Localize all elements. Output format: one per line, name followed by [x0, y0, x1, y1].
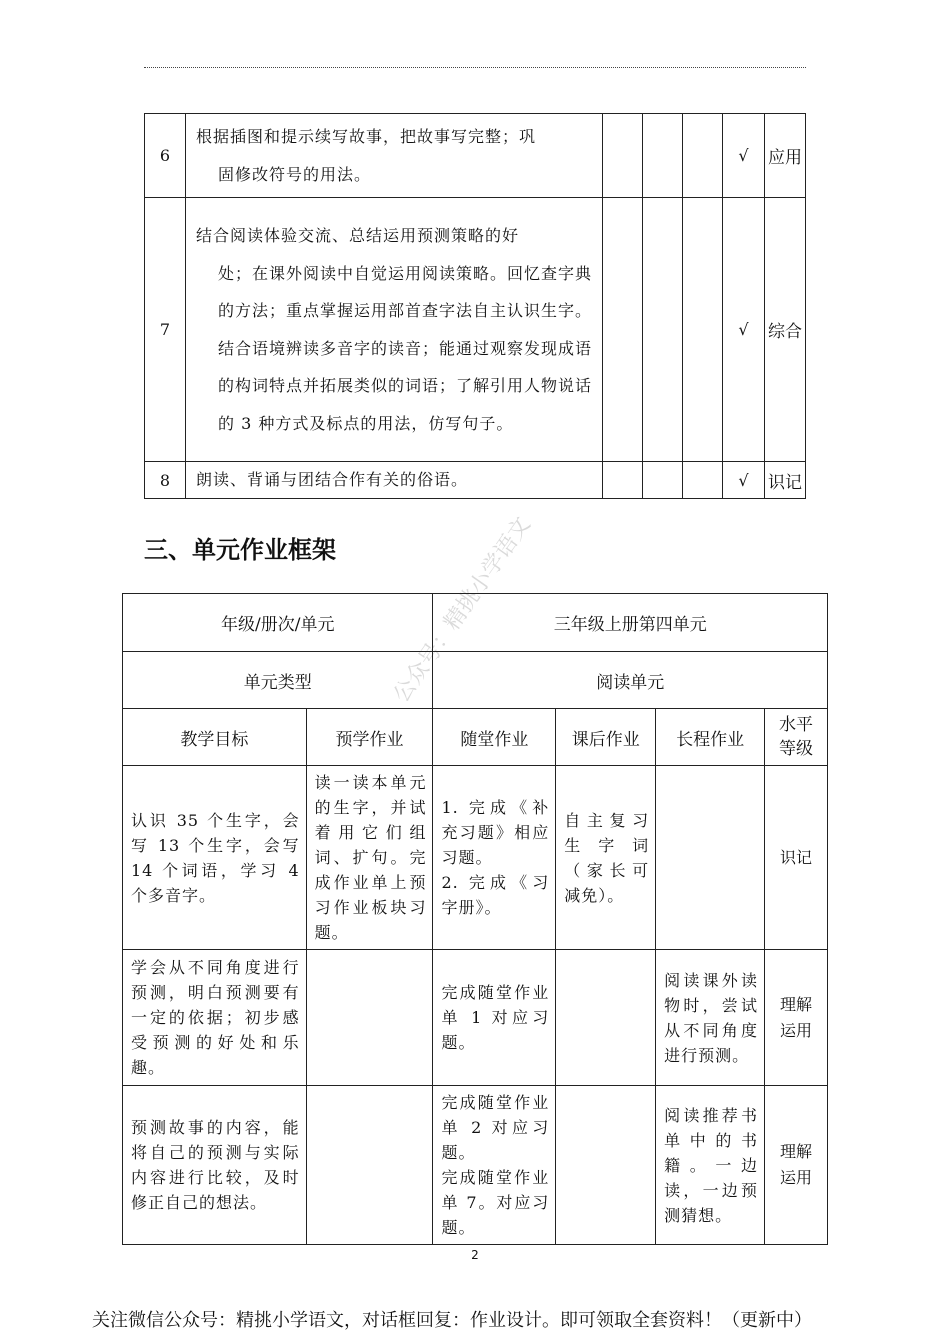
- column-header: 随堂作业: [433, 709, 556, 766]
- table-row: [123, 766, 828, 950]
- goal-cell: 学会从不同角度进行预测，明白预测要有一定的依据；初步感受预测的好处和乐趣。: [123, 950, 307, 1086]
- page-number: 2: [471, 1248, 479, 1262]
- row-number: 8: [145, 462, 186, 499]
- pre-cell: [306, 950, 433, 1086]
- blank-cell: [603, 462, 643, 499]
- class-cell: [433, 1086, 556, 1245]
- check-mark: √: [723, 198, 765, 462]
- blank-cell: [683, 114, 723, 198]
- level-cell: 应用: [765, 114, 806, 198]
- objectives-table: [144, 113, 806, 499]
- pre-cell: [306, 1086, 433, 1245]
- blank-cell: [643, 462, 683, 499]
- goal-cell: 认识 35 个生字，会写 13 个生字，会写 14 个词语，学习 4 个多音字。: [123, 766, 307, 950]
- content-first-line: 结合阅读体验交流、总结运用预测策略的好: [196, 226, 520, 245]
- table-row: [123, 1086, 828, 1245]
- after-cell: 自主复习生字词（家长可减免）。: [556, 766, 656, 950]
- class-cell: [433, 766, 556, 950]
- class-item: 完成随堂作业单 7。对应习题。: [441, 1168, 550, 1237]
- footer-note: 关注微信公众号：精挑小学语文，对话框回复：作业设计。即可领取全套资料！（更新中）: [92, 1310, 812, 1331]
- content-first-line: 根据插图和提示续写故事，把故事写完整；巩: [196, 127, 537, 146]
- content-first-line: 朗读、背诵与团结合作有关的俗语。: [196, 470, 469, 489]
- watermark: 公众号：精挑小学语文: [389, 512, 536, 708]
- blank-cell: [603, 198, 643, 462]
- table-row: [145, 114, 806, 198]
- class-cell: [433, 950, 556, 1086]
- goal-cell: 预测故事的内容，能将自己的预测与实际内容进行比较，及时修正自己的想法。: [123, 1086, 307, 1245]
- column-header: 教学目标: [123, 709, 307, 766]
- check-mark: √: [723, 462, 765, 499]
- class-item: 完成随堂作业单 1 对应习题。: [441, 983, 550, 1052]
- long-cell: [656, 766, 765, 950]
- grade-value: 三年级上册第四单元: [433, 594, 828, 652]
- column-header: 预学作业: [306, 709, 433, 766]
- header-rule: [144, 67, 806, 68]
- level-cell: 识记: [765, 766, 828, 950]
- after-cell: [556, 1086, 656, 1245]
- blank-cell: [643, 198, 683, 462]
- class-item: 完成随堂作业单 2 对应习题。: [441, 1093, 550, 1162]
- type-label: 单元类型: [123, 652, 433, 709]
- row-content: [186, 114, 603, 198]
- grade-row: [123, 594, 828, 652]
- row-number: 7: [145, 198, 186, 462]
- row-content: [186, 462, 603, 499]
- table-row: [145, 462, 806, 499]
- table-row: [123, 950, 828, 1086]
- blank-cell: [603, 114, 643, 198]
- level-cell: 理解运用: [765, 950, 828, 1086]
- after-cell: [556, 950, 656, 1086]
- column-header: 课后作业: [556, 709, 656, 766]
- table-row: [145, 198, 806, 462]
- class-item: 1. 完成《补充习题》相应习题。: [441, 798, 550, 867]
- row-content: [186, 198, 603, 462]
- section-title: 三、单元作业框架: [144, 536, 336, 564]
- blank-cell: [683, 198, 723, 462]
- level-cell: 综合: [765, 198, 806, 462]
- content-rest: 处；在课外阅读中自觉运用阅读策略。回忆查字典的方法；重点掌握运用部首查字法自主认识生字。结合语境辨读多音字的读音；能通过观察发现成语的构词特点并拓展类似的词语；了解引用人物说话的 3 种方式及标点的用法，仿写句子。: [218, 263, 593, 433]
- pre-cell: 读一读本单元的生字，并试着用它们组词、扩句。完成作业单上预习作业板块习题。: [306, 766, 433, 950]
- grade-label: 年级/册次/单元: [123, 594, 433, 652]
- level-cell: 识记: [765, 462, 806, 499]
- framework-table: [122, 593, 828, 1245]
- long-cell: 阅读课外读物时，尝试从不同角度进行预测。: [656, 950, 765, 1086]
- type-row: [123, 652, 828, 709]
- column-header: 长程作业: [656, 709, 765, 766]
- content-rest: 固修改符号的用法。: [218, 164, 372, 184]
- class-item: 2. 完成《习字册》。: [441, 873, 550, 917]
- column-header: 水平等级: [765, 709, 828, 766]
- long-cell: 阅读推荐书单中的书籍。一边读，一边预测猜想。: [656, 1086, 765, 1245]
- level-cell: 理解运用: [765, 1086, 828, 1245]
- row-number: 6: [145, 114, 186, 198]
- blank-cell: [643, 114, 683, 198]
- column-header-row: [123, 709, 828, 766]
- type-value: 阅读单元: [433, 652, 828, 709]
- check-mark: √: [723, 114, 765, 198]
- blank-cell: [683, 462, 723, 499]
